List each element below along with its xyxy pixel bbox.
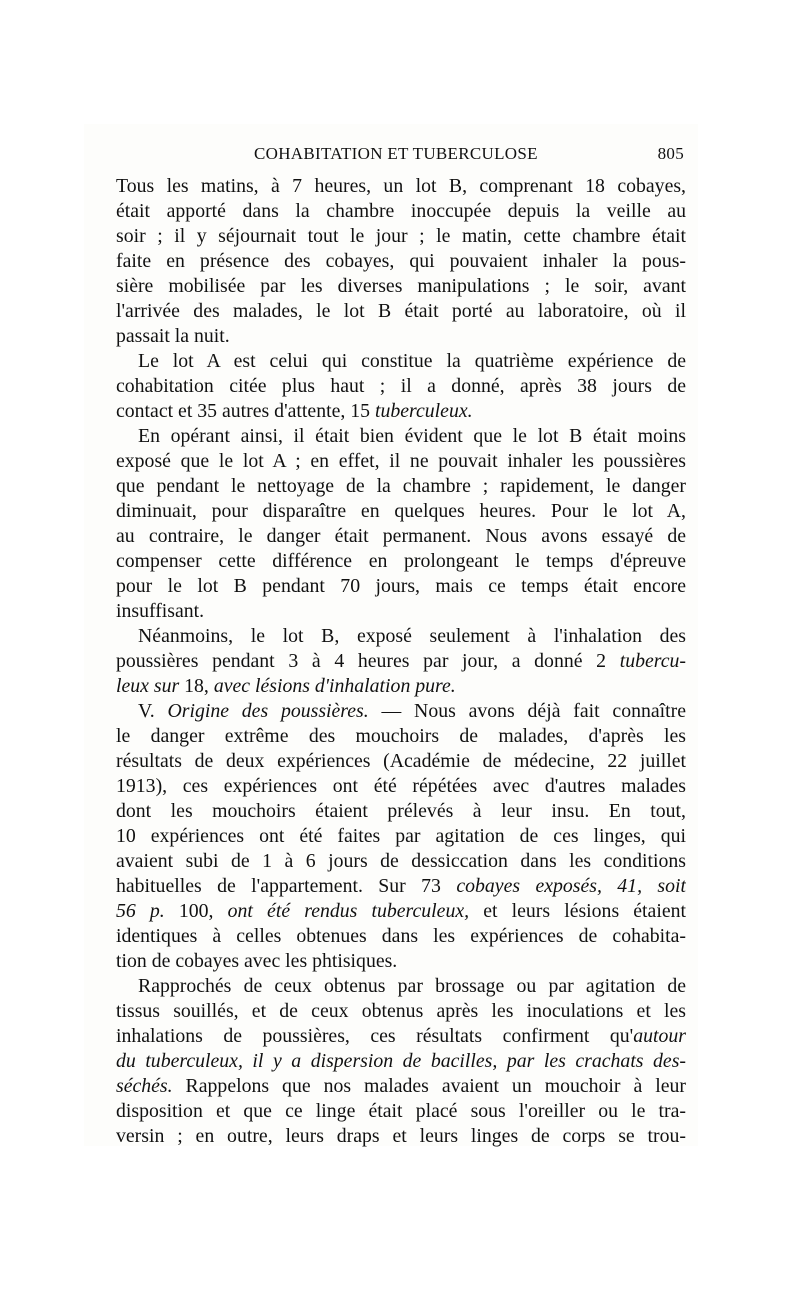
text-line: [116, 274, 686, 299]
text-run: faite en présence des cobayes, qui pouvaient inhaler la pous-: [116, 250, 686, 272]
text-run: l'arrivée des malades, le lot B était porté au laboratoire, où il: [116, 300, 686, 322]
text-line: [116, 674, 686, 699]
text-run: tissus souillés, et de ceux obtenus après les inoculations et les: [116, 1000, 686, 1022]
text-run: identiques à celles obtenues dans les expériences de cohabita-: [116, 925, 686, 947]
italic-text: du tuberculeux, il y a dispersion de bacilles, par les crachats des-: [116, 1050, 686, 1072]
text-run: diminuait, pour disparaître en quelques heures. Pour le lot A,: [116, 500, 686, 522]
text-line: [116, 449, 686, 474]
text-run: Rapprochés de ceux obtenus par brossage ou par agitation de: [138, 975, 686, 997]
text-run: compenser cette différence en prolongeant le temps d'épreuve: [116, 550, 686, 572]
text-line: [116, 324, 686, 349]
page-header: [116, 144, 686, 174]
text-line: [116, 699, 686, 724]
text-run: habituelles de l'appartement. Sur 73: [116, 875, 457, 897]
text-line: [116, 249, 686, 274]
text-line: [116, 724, 686, 749]
text-line: [116, 1049, 686, 1074]
text-line: [116, 824, 686, 849]
text-line: [116, 649, 686, 674]
text-line: [116, 799, 686, 824]
text-run: était apporté dans la chambre inoccupée depuis la veille au: [116, 200, 686, 222]
text-line: [116, 224, 686, 249]
text-line: [116, 874, 686, 899]
text-line: [116, 1099, 686, 1124]
text-run: tion de cobayes avec les phtisiques.: [116, 950, 398, 972]
text-run: passait la nuit.: [116, 325, 230, 347]
text-line: [116, 574, 686, 599]
italic-text: Origine des poussières.: [167, 700, 369, 722]
italic-text: autour: [633, 1025, 686, 1047]
text-run: au contraire, le danger était permanent. Nous avons essayé de: [116, 525, 686, 547]
text-run: inhalations de poussières, ces résultats confirment qu': [116, 1025, 634, 1047]
running-title: COHABITATION ET TUBERCULOSE: [254, 144, 538, 163]
text-run: Le lot A est celui qui constitue la quatrième expérience de: [138, 350, 686, 372]
text-line: [116, 624, 686, 649]
text-run: et leurs lésions étaient: [469, 900, 686, 922]
text-line: [116, 949, 686, 974]
text-line: [116, 374, 686, 399]
text-run: 10 expériences ont été faites par agitation de ces linges, qui: [116, 825, 686, 847]
body-text: [116, 174, 686, 1149]
text-line: [116, 1074, 686, 1099]
italic-text: ont été rendus tuberculeux,: [227, 900, 470, 922]
text-run: V.: [138, 700, 168, 722]
text-run: Rappelons que nos malades avaient un mouchoir à leur: [172, 1075, 686, 1097]
text-run: insuffisant.: [116, 600, 205, 622]
text-run: disposition et que ce linge était placé sous l'oreiller ou le tra-: [116, 1100, 686, 1122]
text-line: [116, 199, 686, 224]
text-line: [116, 399, 686, 424]
text-line: [116, 549, 686, 574]
text-run: dont les mouchoirs étaient prélevés à leur insu. En tout,: [116, 800, 686, 822]
italic-text: 56 p.: [116, 900, 165, 922]
page-content: [116, 144, 686, 1149]
text-line: [116, 1024, 686, 1049]
text-line: [116, 474, 686, 499]
italic-text: séchés.: [116, 1075, 173, 1097]
text-run: pour le lot B pendant 70 jours, mais ce temps était encore: [116, 575, 686, 597]
text-run: résultats de deux expériences (Académie de médecine, 22 juillet: [116, 750, 686, 772]
text-line: [116, 299, 686, 324]
text-run: En opérant ainsi, il était bien évident que le lot B était moins: [138, 425, 686, 447]
text-line: [116, 1124, 686, 1149]
text-run: versin ; en outre, leurs draps et leurs linges de corps se trou-: [116, 1125, 686, 1147]
text-run: Néanmoins, le lot B, exposé seulement à l'inhalation des: [138, 625, 686, 647]
text-run: 18,: [179, 675, 214, 697]
text-run: contact et 35 autres d'attente, 15: [116, 400, 375, 422]
text-run: poussières pendant 3 à 4 heures par jour, a donné 2: [116, 650, 620, 672]
text-line: [116, 849, 686, 874]
text-line: [116, 524, 686, 549]
text-run: avaient subi de 1 à 6 jours de dessiccation dans les conditions: [116, 850, 686, 872]
text-run: cohabitation citée plus haut ; il a donné, après 38 jours de: [116, 375, 686, 397]
text-line: [116, 774, 686, 799]
text-line: [116, 749, 686, 774]
italic-text: tubercu-: [619, 650, 686, 672]
italic-text: cobayes exposés, 41, soit: [456, 875, 686, 897]
text-run: sière mobilisée par les diverses manipulations ; le soir, avant: [116, 275, 686, 297]
text-line: [116, 349, 686, 374]
italic-text: avec lésions d'inhalation pure.: [213, 675, 456, 697]
text-run: exposé que le lot A ; en effet, il ne pouvait inhaler les poussières: [116, 450, 686, 472]
text-run: — Nous avons déjà fait connaître: [368, 700, 686, 722]
italic-text: leux sur: [116, 675, 180, 697]
text-run: 100,: [164, 900, 228, 922]
italic-text: tuberculeux.: [374, 400, 473, 422]
text-run: 1913), ces expériences ont été répétées avec d'autres malades: [116, 775, 686, 797]
text-run: le danger extrême des mouchoirs de malades, d'après les: [116, 725, 686, 747]
text-line: [116, 599, 686, 624]
text-line: [116, 899, 686, 924]
page-number: 805: [657, 144, 684, 163]
text-line: [116, 499, 686, 524]
text-line: [116, 424, 686, 449]
text-run: que pendant le nettoyage de la chambre ; rapidement, le danger: [116, 475, 686, 497]
text-line: [116, 924, 686, 949]
text-run: soir ; il y séjournait tout le jour ; le matin, cette chambre était: [116, 225, 686, 247]
text-line: [116, 999, 686, 1024]
text-line: [116, 174, 686, 199]
text-run: Tous les matins, à 7 heures, un lot B, comprenant 18 cobayes,: [116, 175, 686, 197]
text-line: [116, 974, 686, 999]
